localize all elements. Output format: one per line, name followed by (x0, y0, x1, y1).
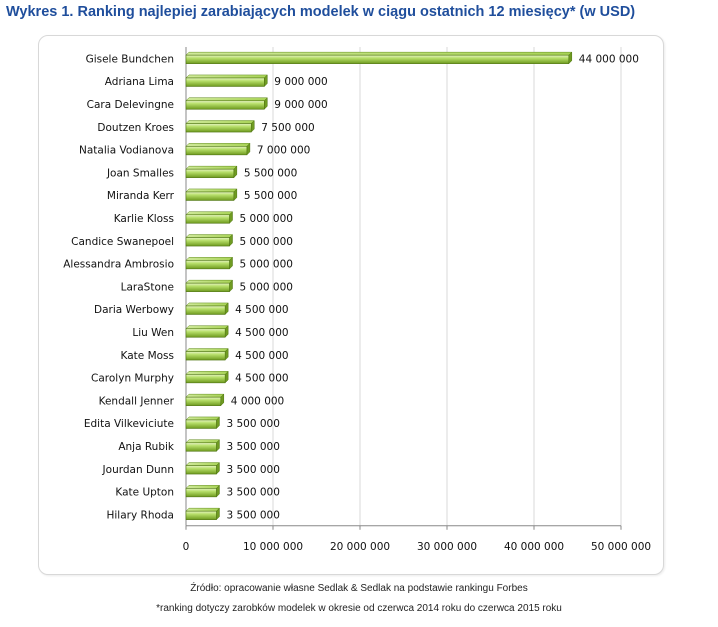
bar (186, 166, 237, 178)
category-label: Cara Delevingne (86, 99, 174, 111)
category-label: Hilary Rhoda (106, 509, 174, 522)
x-tick-label: 30 000 000 (416, 540, 478, 553)
x-tick-label: 10 000 000 (242, 540, 304, 553)
labels (63, 53, 651, 552)
category-label: Kendall Jenner (98, 395, 174, 408)
value-label: 3 500 000 (226, 418, 280, 431)
category-label: Daria Werbowy (94, 304, 174, 317)
category-label: Adriana Lima (104, 76, 174, 89)
value-label: 3 500 000 (226, 486, 280, 499)
value-label: 5 500 000 (243, 167, 298, 180)
bar (186, 371, 228, 383)
bar (186, 98, 267, 110)
value-label: 44 000 000 (578, 53, 639, 66)
bar (186, 143, 250, 155)
source-note: Źródło: opracowanie własne Sedlak & Sedlak na podstawie rankingu Forbes (190, 583, 528, 594)
bar (186, 235, 233, 247)
bar (186, 212, 233, 224)
bar (186, 417, 219, 429)
footnote: *ranking dotyczy zarobków modelek w okresie od czerwca 2014 roku do czerwca 2015 roku (156, 603, 562, 614)
x-tick-label: 20 000 000 (329, 540, 391, 553)
category-label: Jourdan Dunn (102, 463, 174, 476)
category-label: Natalia Vodianova (79, 144, 174, 157)
category-label: Gisele Bundchen (85, 53, 174, 66)
value-label: 3 500 000 (226, 441, 280, 453)
value-label: 9 000 000 (274, 99, 328, 111)
category-label: LaraStone (120, 281, 174, 294)
category-label: Joan Smalles (106, 167, 174, 180)
value-label: 4 500 000 (235, 372, 289, 385)
value-label: 7 500 000 (261, 121, 315, 134)
x-tick-label: 0 (182, 540, 190, 553)
x-tick-label: 40 000 000 (503, 540, 565, 553)
bar (186, 394, 224, 406)
value-label: 4 500 000 (235, 349, 289, 362)
value-label: 7 000 000 (256, 144, 311, 157)
category-label: Edita Vilkeviciute (83, 418, 174, 431)
chart-frame (38, 35, 664, 575)
category-label: Liu Wen (132, 327, 174, 339)
value-label: 4 000 000 (230, 395, 285, 408)
bar (186, 189, 237, 201)
bar (186, 349, 228, 361)
bar (186, 508, 219, 520)
bar-chart (39, 36, 663, 574)
bar (186, 485, 219, 497)
category-label: Doutzen Kroes (97, 121, 174, 134)
category-label: Kate Moss (120, 349, 174, 362)
bar (186, 121, 254, 133)
chart-title: Wykres 1. Ranking najlepiej zarabiających modelek w ciągu ostatnich 12 miesięcy* (w USD) (6, 4, 636, 20)
bar (186, 463, 219, 475)
bar (186, 257, 233, 269)
value-label: 3 500 000 (226, 463, 280, 476)
value-label: 5 500 000 (243, 190, 298, 203)
bar (186, 75, 267, 87)
x-tick-label: 50 000 000 (590, 540, 652, 553)
value-label: 3 500 000 (226, 509, 280, 522)
value-label: 5 000 000 (239, 235, 293, 248)
category-label: Candice Swanepoel (71, 235, 174, 248)
bar (186, 52, 572, 64)
category-label: Carolyn Murphy (91, 372, 174, 385)
value-label: 5 000 000 (239, 258, 293, 271)
category-label: Kate Upton (115, 486, 174, 499)
category-label: Miranda Kerr (106, 190, 174, 203)
category-label: Alessandra Ambrosio (63, 258, 174, 271)
value-label: 4 500 000 (235, 304, 289, 317)
bar (186, 440, 219, 452)
value-label: 4 500 000 (235, 327, 289, 339)
category-label: Anja Rubik (118, 441, 174, 453)
grid-lines (273, 47, 621, 526)
value-label: 5 000 000 (239, 213, 293, 225)
bar (186, 326, 228, 338)
value-label: 5 000 000 (239, 281, 293, 294)
value-label: 9 000 000 (274, 76, 328, 89)
category-label: Karlie Kloss (113, 213, 174, 225)
bar (186, 280, 233, 292)
bar (186, 303, 228, 315)
